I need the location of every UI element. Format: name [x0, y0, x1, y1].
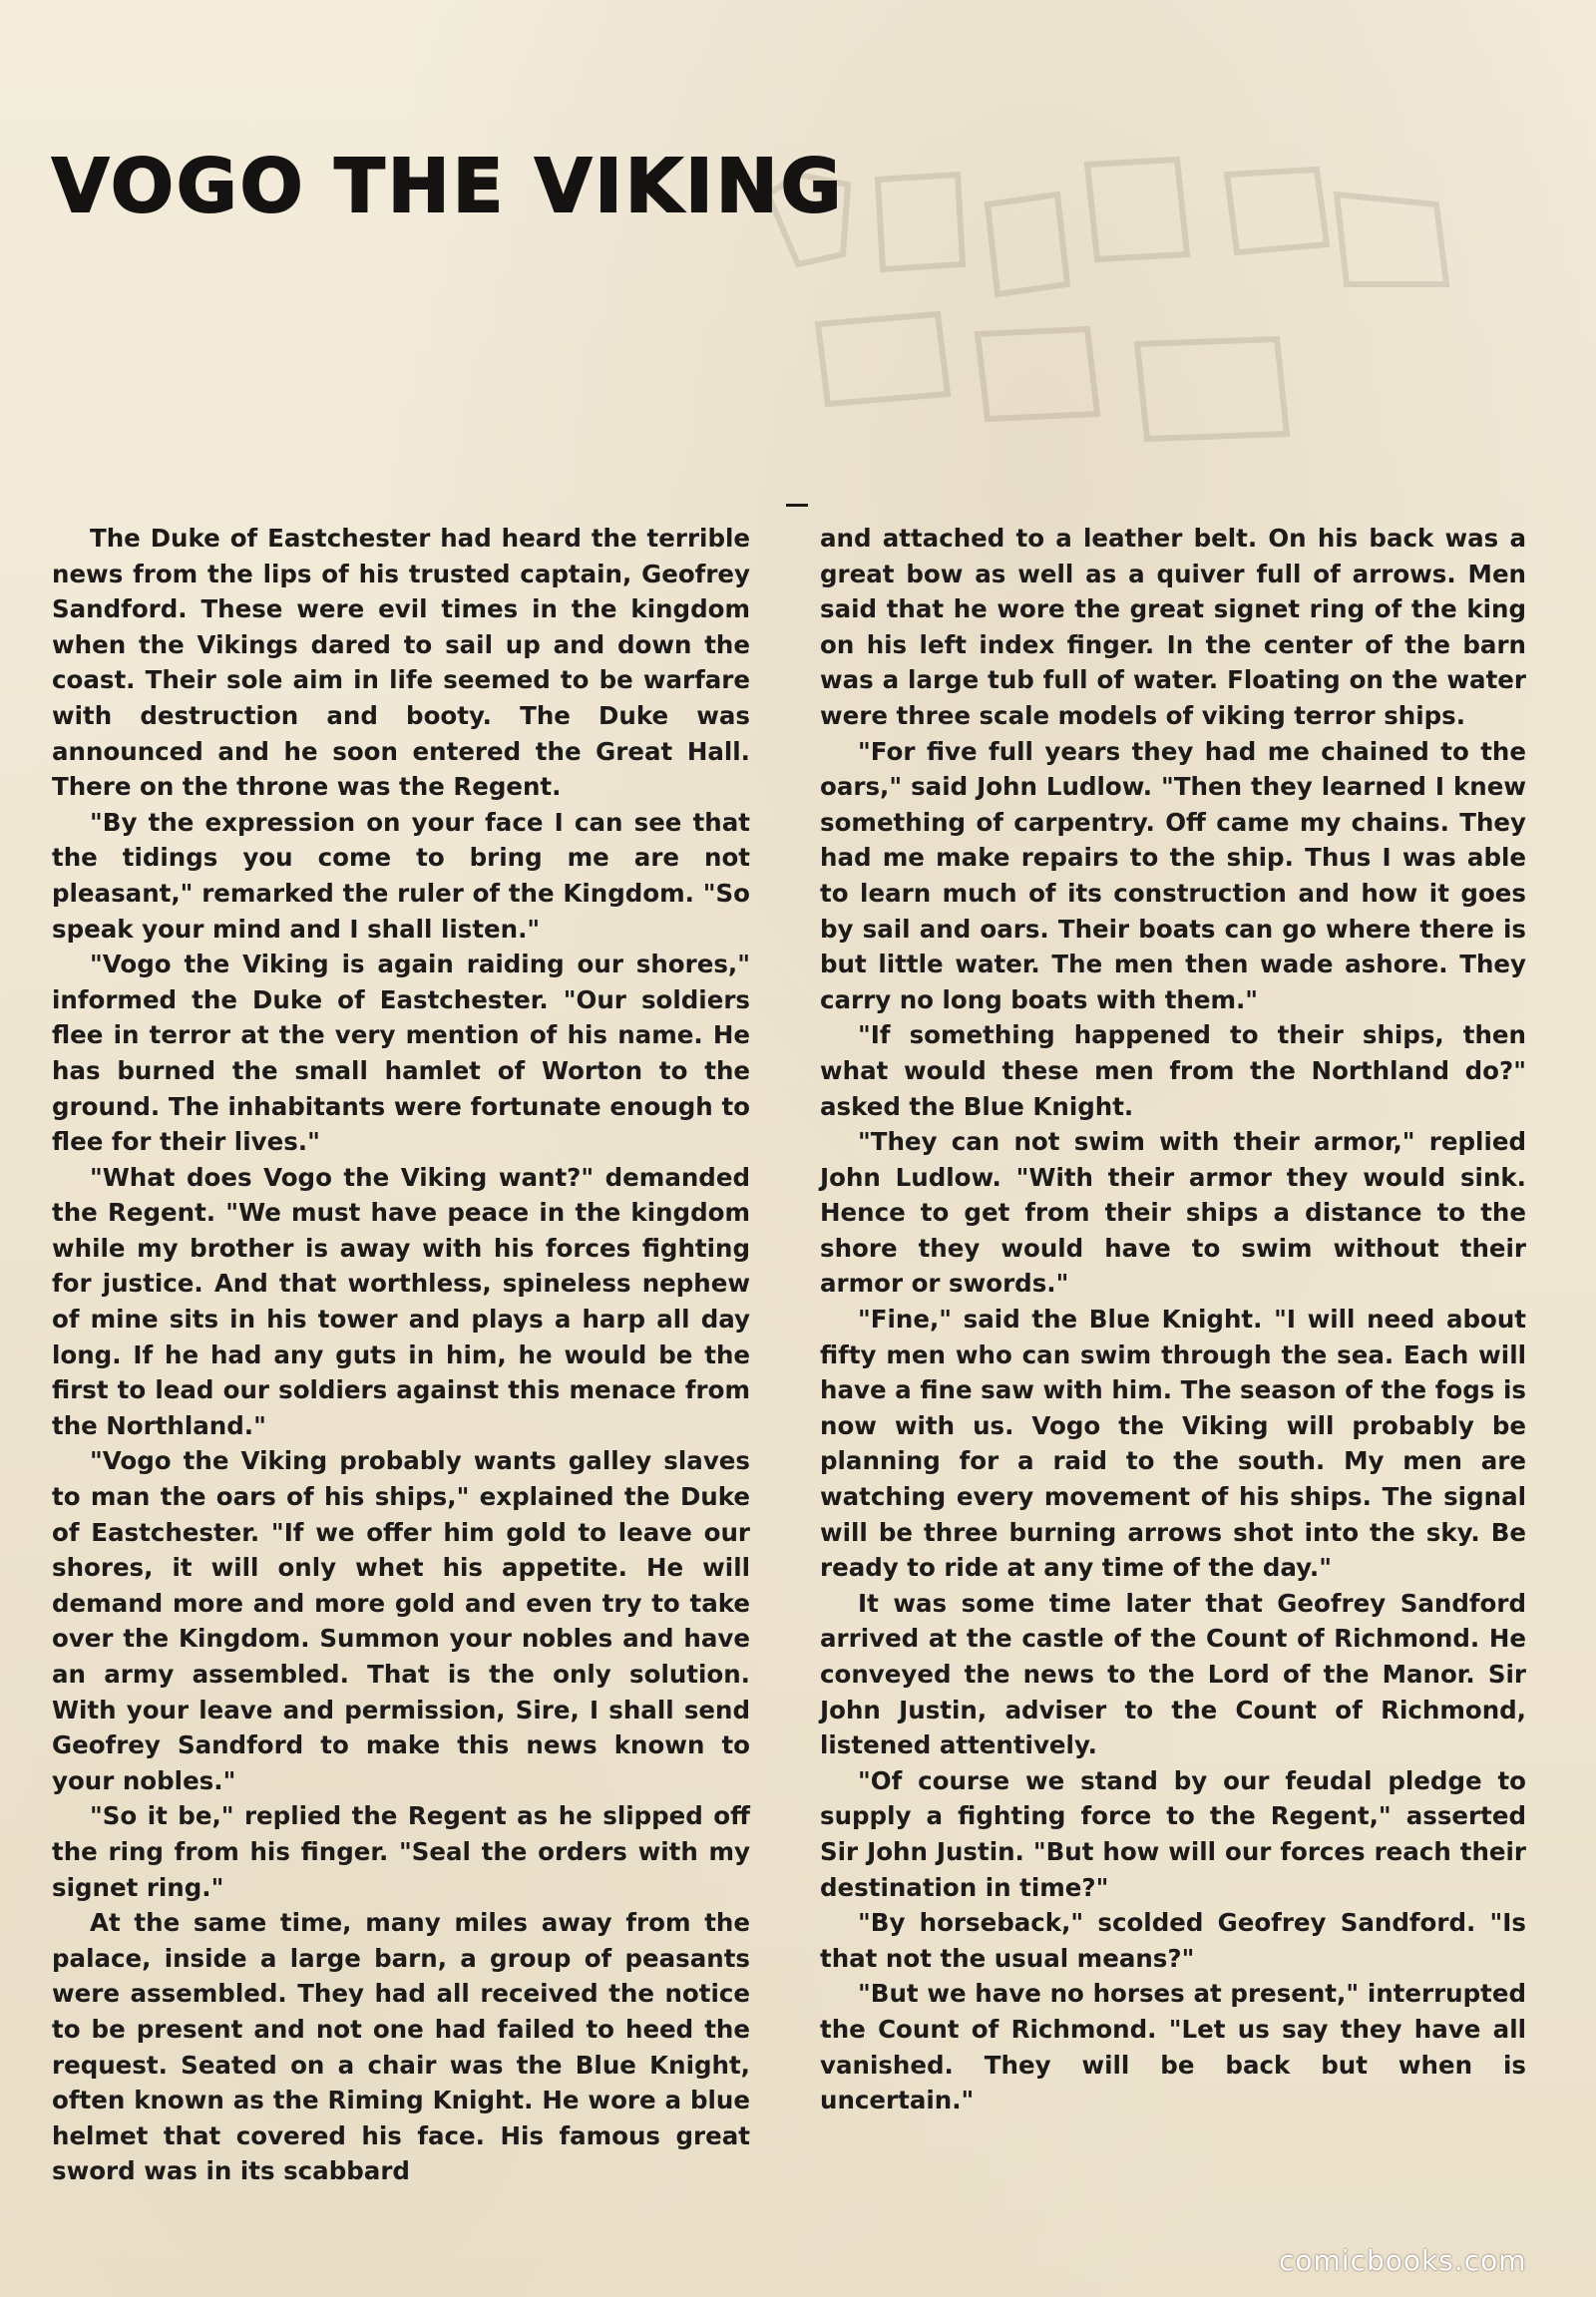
divider-mark: [786, 504, 808, 507]
paragraph: "Fine," said the Blue Knight. "I will need about fifty men who can swim through the sea. Each will have a fine saw with him. The season of the fogs is now with us. Vogo the Viking will probably be planning for a raid to the south. My men are watching every movement of his ships. The signal will be three burning arrows shot into the sky. Be ready to ride at any time of the day.": [820, 1305, 1526, 1583]
paragraph: "By horseback," scolded Geofrey Sandford. "Is that not the usual means?": [820, 1908, 1526, 1973]
paragraph: "They can not swim with their armor," replied John Ludlow. "With their armor they would sink. Hence to get from their ships a distance to the shore they would have to swim without their armor or swords.": [820, 1127, 1526, 1299]
site-watermark: comicbooks.com: [1279, 2244, 1527, 2277]
right-column: [820, 521, 1526, 2118]
paragraph: "Vogo the Viking is again raiding our shores," informed the Duke of Eastchester. "Our soldiers flee in terror at the very mention of his name. He has burned the small hamlet of Worton to the ground. The inhabitants were fortunate enough to flee for their lives.": [52, 950, 750, 1157]
paragraph: "But we have no horses at present," interrupted the Count of Richmond. "Let us say they have all vanished. They will be back but when is uncertain.": [820, 1979, 1526, 2115]
left-column: [52, 521, 750, 2189]
paragraph: "Vogo the Viking probably wants galley slaves to man the oars of his ships," explained the Duke of Eastchester. "If we offer him gold to leave our shores, it will only whet his appetite. He will demand more and more gold and even try to take over the Kingdom. Summon your nobles and have an army assembled. That is the only solution. With your leave and permission, Sire, I shall send Geofrey Sandford to make this news known to your nobles.": [52, 1446, 750, 1795]
paragraph: "For five full years they had me chained to the oars," said John Ludlow. "Then they learned I knew something of carpentry. Off came my chains. They had me make repairs to the ship. Thus I was able to learn much of its construction and how it goes by sail and oars. Their boats can go where there is but little water. The men then wade ashore. They carry no long boats with them.": [820, 736, 1526, 1014]
bleed-through-artwork: [758, 135, 1516, 474]
story-title: VOGO THE VIKING: [52, 144, 845, 229]
paragraph: At the same time, many miles away from the palace, inside a large barn, a group of peasants were assembled. They had all received the notice to be present and not one had failed to heed the request. Seated on a chair was the Blue Knight, often known as the Riming Knight. He wore a blue helmet that covered his face. His famous great sword was in its scabbard: [52, 1908, 750, 2186]
paragraph: "Of course we stand by our feudal pledge to supply a fighting force to the Regent," asserted Sir John Justin. "But how will our forces reach their destination in time?": [820, 1765, 1526, 1902]
paragraph: It was some time later that Geofrey Sandford arrived at the castle of the Count of Richmond. He conveyed the news to the Lord of the Manor. Sir John Justin, adviser to the Count of Richmond, listened attentively.: [820, 1588, 1526, 1760]
paragraph: "By the expression on your face I can see that the tidings you come to bring me are not pleasant," remarked the ruler of the Kingdom. "So speak your mind and I shall listen.": [52, 807, 750, 944]
paragraph: "If something happened to their ships, then what would these men from the Northland do?" asked the Blue Knight.: [820, 1020, 1526, 1121]
paragraph: "So it be," replied the Regent as he slipped off the ring from his finger. "Seal the orders with my signet ring.": [52, 1801, 750, 1902]
paragraph: "What does Vogo the Viking want?" demanded the Regent. "We must have peace in the kingdom while my brother is away with his forces fighting for justice. And that worthless, spineless nephew of mine sits in his tower and plays a harp all day long. If he had any guts in him, he would be the first to lead our soldiers against this menace from the Northland.": [52, 1162, 750, 1440]
paragraph-continuation: and attached to a leather belt. On his back was a great bow as well as a quiver full of arrows. Men said that he wore the great signet ring of the king on his left index finger. In the center of the barn was a large tub full of water. Floating on the water were three scale models of viking terror ships.: [820, 524, 1526, 730]
paragraph: The Duke of Eastchester had heard the terrible news from the lips of his trusted captain, Geofrey Sandford. These were evil times in the kingdom when the Vikings dared to sail up and down the coast. Their sole aim in life seemed to be warfare with destruction and booty. The Duke was announced and he soon entered the Great Hall. There on the throne was the Regent.: [52, 524, 750, 802]
